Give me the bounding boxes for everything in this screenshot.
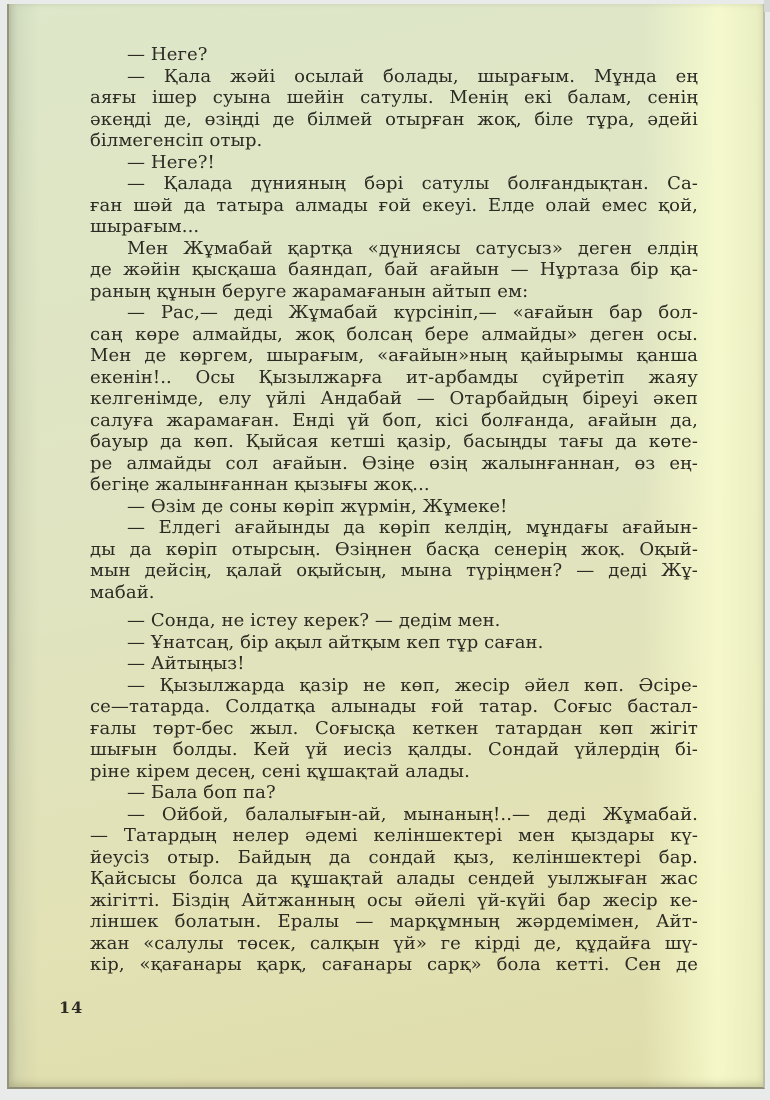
text-line: — Елдегі ағайынды да көріп келдің, мұндағы ағайын- — [127, 517, 698, 538]
text-line: се—татарда. Солдатқа алынады ғой татар. Соғыс бастал- — [90, 696, 698, 717]
text-line: шырағым... — [90, 216, 200, 237]
text-line: кір, «қағанары қарқ, сағанары сарқ» бола кетті. Сен де — [90, 954, 698, 975]
text-line: саң көре алмайды, жоқ болсаң бере алмайды» деген осы. — [90, 323, 698, 345]
text-line: білмегенсіп отыр. — [90, 130, 263, 151]
page-number: 14 — [59, 998, 84, 1017]
text-line: жан «салулы төсек, салқын үй» ге кірді де, құдайға шү- — [90, 932, 698, 954]
text-line: — Қалада дүнияның бәрі сатулы болғандықтан. Са- — [127, 173, 698, 194]
scan-corner-sliver — [764, 0, 770, 12]
text-line: — Неге? — [127, 44, 208, 65]
text-line: Мен де көргем, шырағым, «ағайын»ның қайырымы қанша — [90, 345, 698, 366]
text-line: әкеңді де, өзіңді де білмей отырған жоқ, біле тұра, әдейі — [90, 108, 698, 130]
text-line: — Ойбой, балалығын-ай, мынаның!..— деді Жұмабай. — [127, 803, 698, 825]
text-line: шығын болды. Кей үй иесіз қалды. Сондай үйлердің бі- — [90, 739, 698, 760]
text-line: ды да көріп отырсың. Өзіңнен басқа сенерің жоқ. Оқый- — [90, 538, 698, 560]
book-page — [7, 4, 765, 1089]
text-line: — Татардың нелер әдемі келіншектері мен қыздары кү- — [90, 825, 698, 846]
text-line: — Ұнатсаң, бір ақыл айтқым кеп тұр саған. — [127, 631, 544, 653]
text-line: бегіңе жалынғаннан қызығы жоқ... — [90, 474, 430, 495]
text-line: — Сонда, не істеу керек? — дедім мен. — [127, 610, 501, 631]
text-line: — Айтыңыз! — [127, 653, 245, 674]
text-line: ғалы төрт-бес жыл. Соғысқа кеткен татардан көп жігіт — [90, 717, 698, 739]
text-line: раның құнын беруге жарамағанын айтып ем: — [90, 280, 529, 302]
text-line: келгенімде, елу үйлі Андабай — Отарбайдың біреуі әкеп — [90, 388, 698, 409]
text-line: аяғы ішер суына шейін сатулы. Менің екі балам, сенің — [90, 87, 698, 108]
text-line: ре алмайды сол ағайын. Өзіңе өзің жалынғаннан, өз ең- — [90, 452, 698, 474]
page-text — [90, 44, 698, 976]
text-line: жігітті. Біздің Айтжанның осы әйелі үй-күйі бар жесір ке- — [90, 889, 698, 911]
text-line: ліншек болатын. Ералы — марқұмның жәрдемімен, Айт- — [90, 911, 698, 932]
text-line: — Рас,— деді Жұмабай күрсініп,— «ағайын бар бол- — [127, 302, 698, 323]
text-line: — Қала жәйі осылай болады, шырағым. Мұнда ең — [127, 65, 698, 87]
text-line: йеусіз отыр. Байдың да сондай қыз, келіншектері бар. — [90, 846, 698, 868]
text-line: — Неге?! — [127, 151, 215, 173]
text-line: — Өзім де соны көріп жүрмін, Жұмеке! — [127, 495, 508, 517]
text-line: ріне кірем десең, сені құшақтай алады. — [90, 760, 470, 782]
text-line: бауыр да көп. Қыйсая кетші қазір, басыңды тағы да көте- — [90, 431, 698, 452]
text-line: — Бала боп па? — [127, 782, 276, 803]
text-line: екенін!.. Осы Қызылжарға ит-арбамды сүйретіп жаяу — [90, 366, 698, 388]
text-line: ған шәй да татыра алмады ғой екеуі. Елде олай емес қой, — [90, 194, 698, 216]
text-line: мабай. — [90, 581, 155, 603]
text-line: салуға жарамаған. Енді үй боп, кісі болғанда, ағайын да, — [90, 409, 698, 431]
text-line: Қайсысы болса да құшақтай алады сендей уылжыған жас — [90, 868, 698, 889]
text-line: — Қызылжарда қазір не көп, жесір әйел көп. Әсіре- — [127, 674, 698, 696]
text-line: мын дейсің, қалай оқыйсың, мына түріңмен? — деді Жұ- — [90, 560, 698, 581]
text-line: Мен Жұмабай қартқа «дүниясы сатусыз» деген елдің — [127, 237, 698, 259]
text-line: де жәйін қысқаша баяндап, бай ағайын — Нұртаза бір қа- — [90, 259, 698, 280]
